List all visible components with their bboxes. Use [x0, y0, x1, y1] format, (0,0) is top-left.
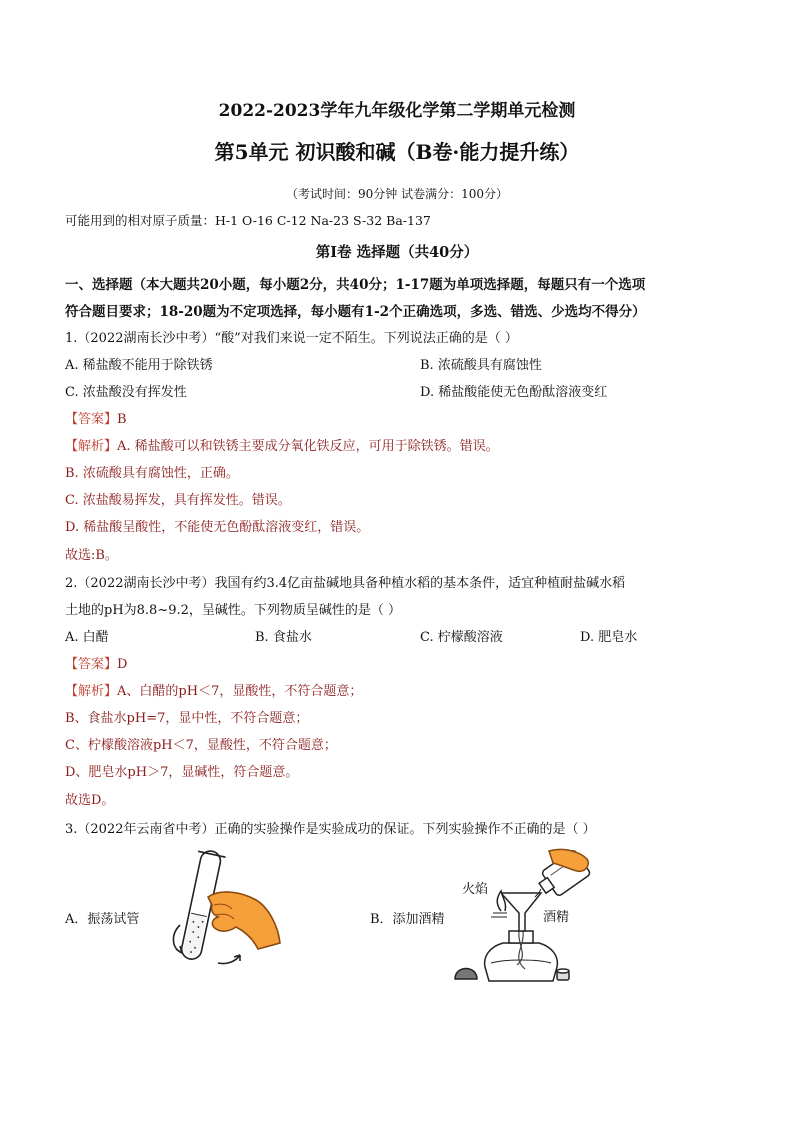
q3-option-a: A．振荡试管	[65, 912, 140, 927]
q1-analysis-line-1	[65, 439, 499, 455]
q3-stem: 3.（2022年云南省中考）正确的实验操作是实验成功的保证。下列实验操作不正确的是（ ）	[65, 822, 596, 837]
q2-option-a: A. 白醋	[65, 630, 109, 645]
q2-analysis-tag: 【解析】	[65, 684, 118, 699]
q2-stem-2: 土地的pH为8.8~9.2，呈碱性。下列物质呈碱性的是（ ）	[65, 603, 402, 618]
q2-option-b: B. 食盐水	[255, 630, 312, 645]
q1-answer-line	[65, 412, 127, 428]
q1-option-a: A. 稀盐酸不能用于除铁锈	[65, 358, 213, 373]
q1-analysis-4: D. 稀盐酸呈酸性，不能使无色酚酞溶液变红，错误。	[65, 520, 370, 535]
unit-title: 第5单元 初识酸和碱（B卷·能力提升练）	[214, 140, 580, 164]
q2-analysis-4: D、肥皂水pH＞7，显碱性，符合题意。	[65, 765, 299, 780]
shaking-test-tube-illustration	[160, 845, 285, 975]
section-title: 第Ⅰ卷 选择题（共40分）	[315, 244, 479, 261]
section-instructions-2: 符合题目要求；18-20题为不定项选择，每小题有1-2个正确选项，多选、错选、少选均不得分）	[65, 304, 646, 320]
q2-answer-tag: 【答案】	[65, 657, 118, 672]
q1-option-d: D. 稀盐酸能使无色酚酞溶液变红	[420, 385, 608, 400]
q1-option-c: C. 浓盐酸没有挥发性	[65, 385, 187, 400]
q1-answer: B	[117, 412, 127, 427]
q2-option-d: D. 肥皂水	[580, 630, 638, 645]
atomic-mass-line: 可能用到的相对原子质量：H-1 O-16 C-12 Na-23 S-32 Ba-137	[65, 213, 431, 228]
q1-analysis-2: B. 浓硫酸具有腐蚀性，正确。	[65, 466, 239, 481]
section-instructions-1: 一、选择题（本大题共20小题，每小题2分，共40分；1-17题为单项选择题，每题只有一个选项	[65, 277, 646, 293]
q2-stem-1: 2.（2022湖南长沙中考）我国有约3.4亿亩盐碱地具备种植水稻的基本条件，适宜种植耐盐碱水稻	[65, 576, 626, 591]
q1-analysis-tag: 【解析】	[65, 439, 118, 454]
q2-answer: D	[117, 657, 128, 672]
q2-analysis-3: C、柠檬酸溶液pH＜7，显酸性，不符合题意；	[65, 738, 337, 753]
q2-answer-line	[65, 657, 127, 673]
q2-analysis-line-1	[65, 684, 362, 700]
label-alcohol: 酒精	[543, 910, 570, 925]
q2-option-c: C. 柠檬酸溶液	[420, 630, 503, 645]
q2-analysis-1: A、白醋的pH＜7，显酸性，不符合题意；	[117, 684, 363, 699]
q3-option-b: B．添加酒精	[370, 912, 445, 927]
q1-stem: 1.（2022湖南长沙中考）“酸”对我们来说一定不陌生。下列说法正确的是（ ）	[65, 331, 518, 346]
q1-conclusion: 故选:B。	[65, 548, 118, 563]
exam-info: （考试时间：90分钟 试卷满分：100分）	[286, 187, 508, 201]
q2-conclusion: 故选D。	[65, 793, 115, 808]
q2-analysis-2: B、食盐水pH=7，显中性，不符合题意；	[65, 711, 309, 726]
exam-title: 2022-2023学年九年级化学第二学期单元检测	[218, 101, 576, 121]
q1-analysis-3: C. 浓盐酸易挥发，具有挥发性。错误。	[65, 493, 291, 508]
label-flame: 火焰	[462, 882, 489, 897]
q1-answer-tag: 【答案】	[65, 412, 118, 427]
q1-option-b: B. 浓硫酸具有腐蚀性	[420, 358, 542, 373]
q1-analysis-1: A. 稀盐酸可以和铁锈主要成分氧化铁反应，可用于除铁锈。错误。	[117, 439, 499, 454]
adding-alcohol-illustration	[445, 845, 605, 985]
